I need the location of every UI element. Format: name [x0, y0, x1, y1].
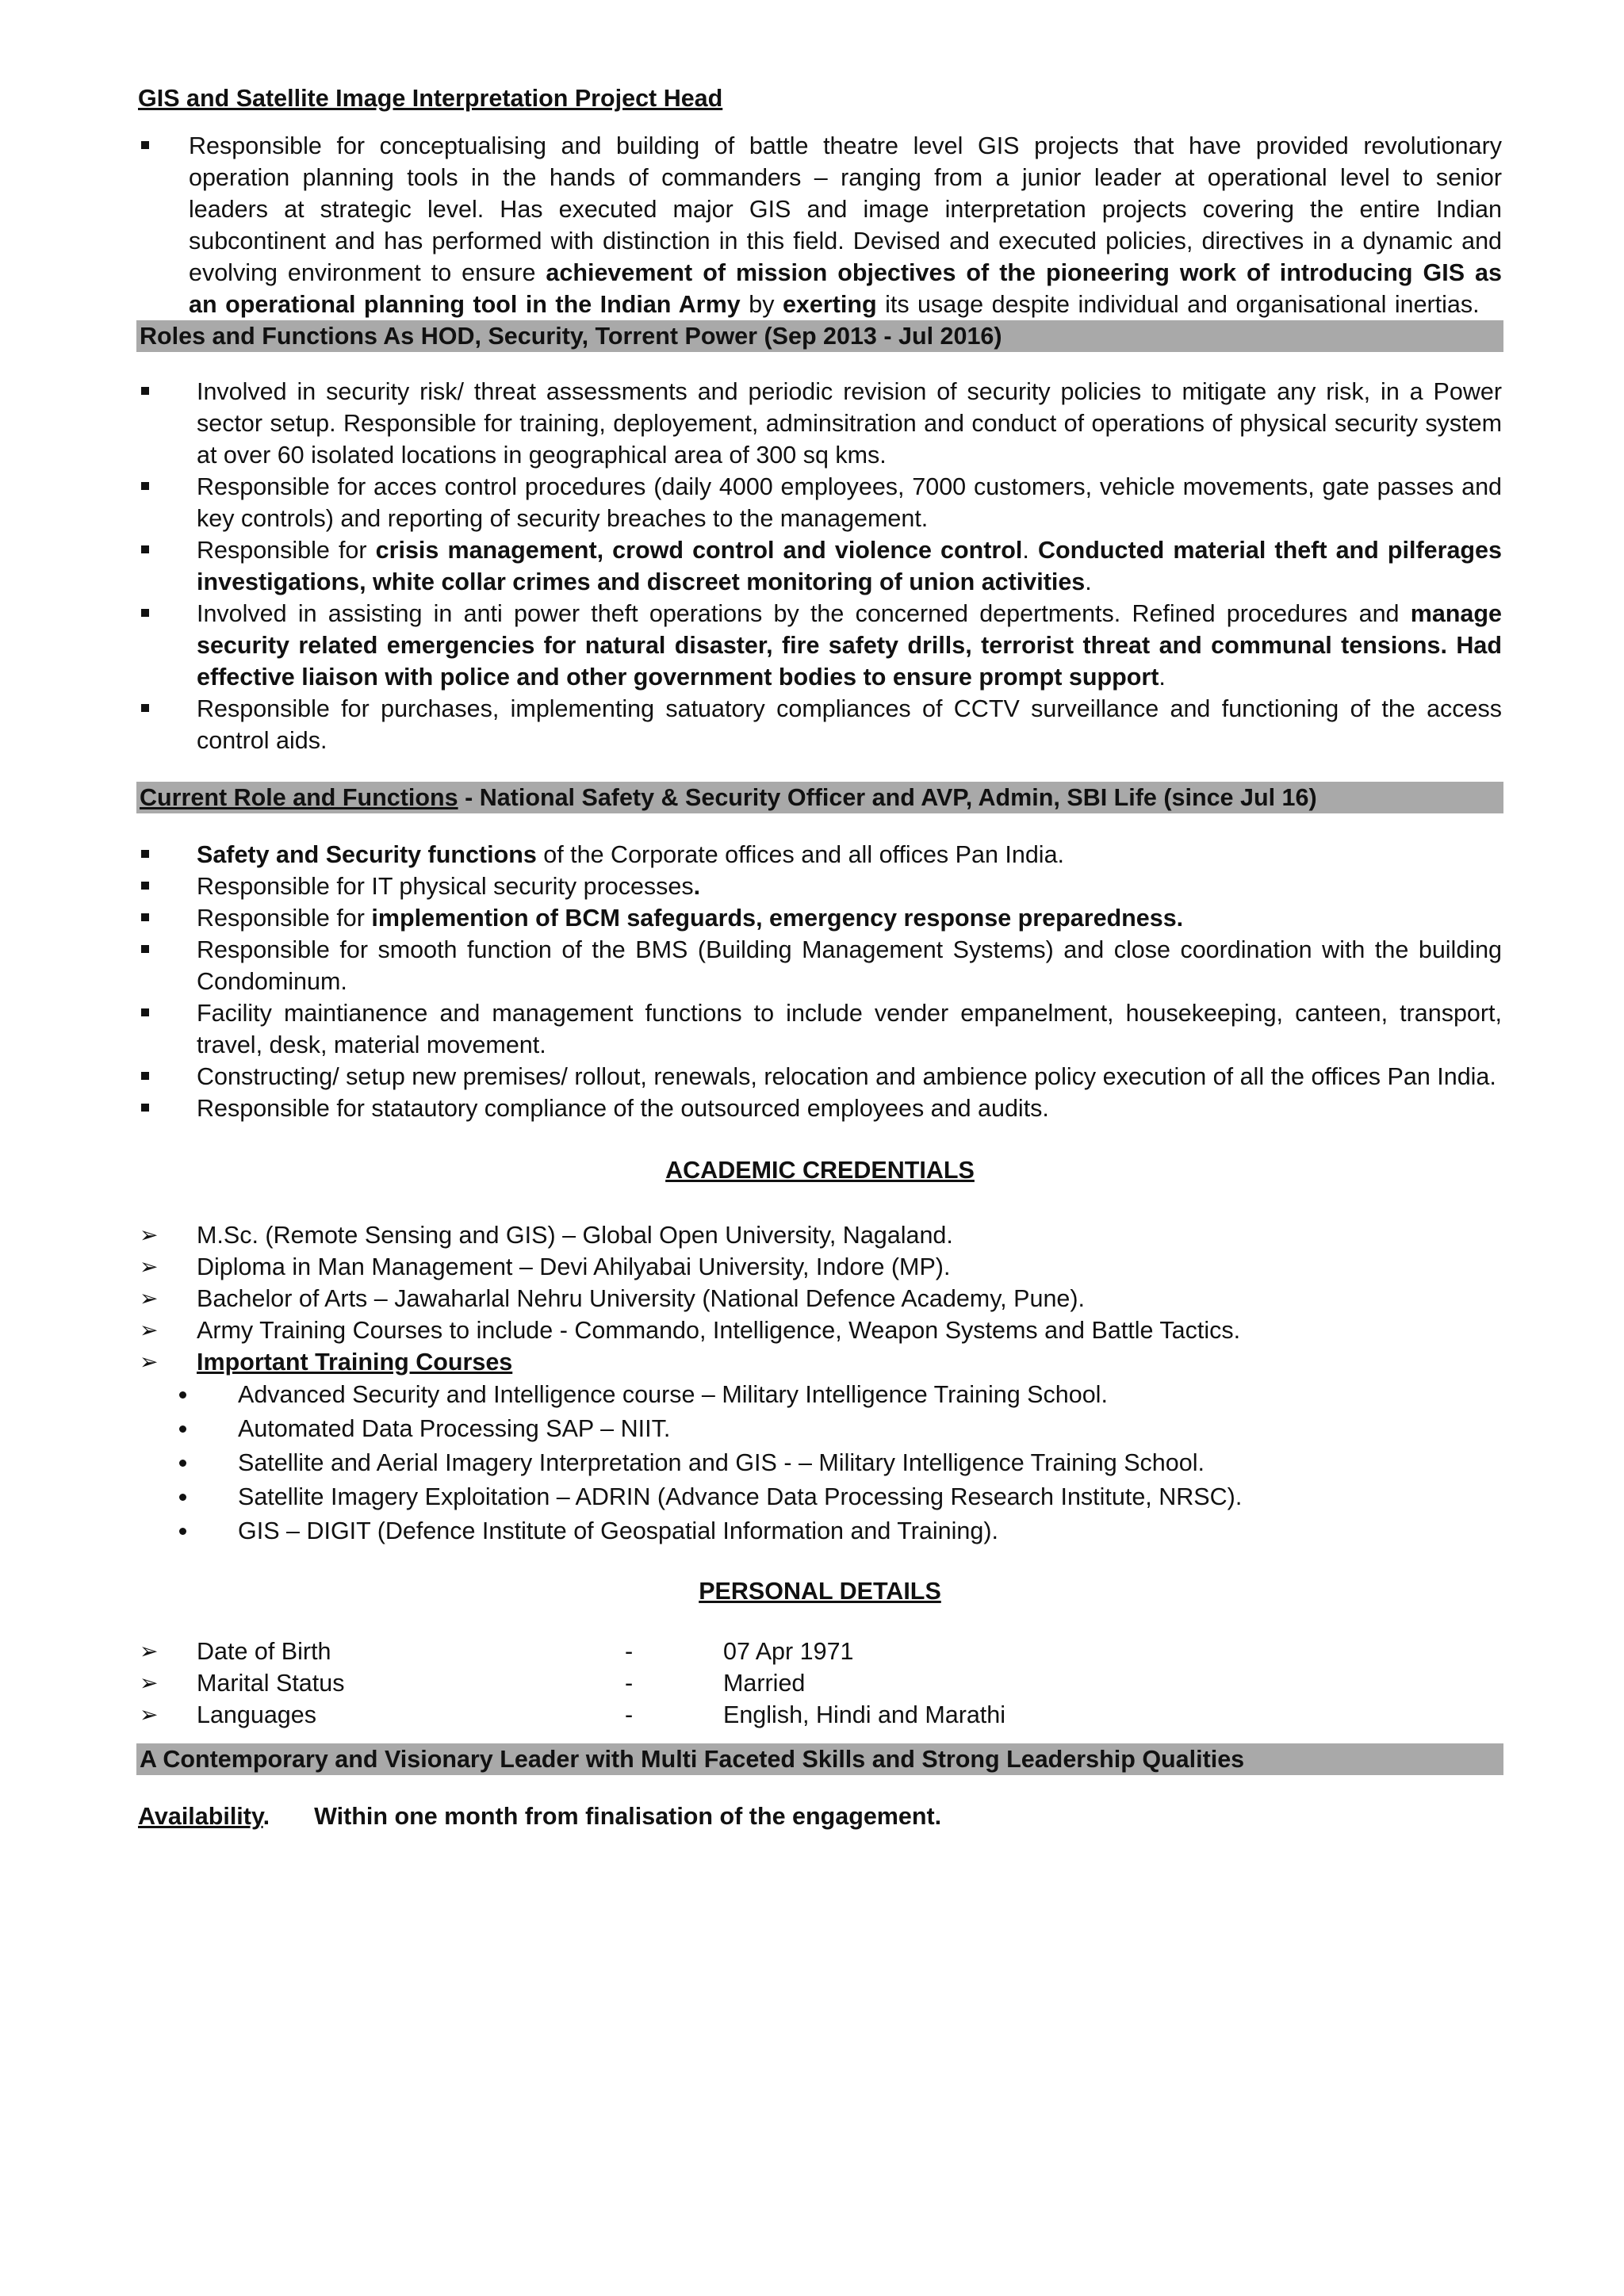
- table-row: ➢ Marital Status - Married: [138, 1667, 1502, 1699]
- list-item: Responsible for crisis management, crowd control and violence control. Conducted material theft and pilferages investigations, white collar crimes and discreet monitoring of union activities.: [138, 534, 1502, 598]
- academic-heading: ACADEMIC CREDENTIALS: [665, 1157, 975, 1184]
- resume-content: [138, 82, 1502, 1832]
- list-item: Involved in security risk/ threat assessments and periodic revision of security policies to mitigate any risk, in a Power sector setup. Responsible for training, deployement, adminsitration and conduct of operations of physical security system at over 60 isolated locations in geographical area of 300 sq kms.: [138, 376, 1502, 471]
- availability-line: Availability. Within one month from finalisation of the engagement.: [138, 1803, 942, 1830]
- current-role-heading: Current Role and Functions - National Safety & Security Officer and AVP, Admin, SBI Life (since Jul 16): [136, 782, 1503, 813]
- list-item: Responsible for acces control procedures (daily 4000 employees, 7000 customers, vehicle movements, gate passes and key controls) and reporting of security breaches to the management.: [138, 471, 1502, 534]
- square-bullet-icon: [141, 609, 149, 617]
- list-item: Satellite Imagery Exploitation – ADRIN (Advance Data Processing Research Institute, NRSC).: [138, 1480, 1502, 1514]
- list-item: Responsible for IT physical security processes.: [138, 871, 1502, 902]
- list-item: Involved in assisting in anti power theft operations by the concerned depertments. Refined procedures and manage security related emergencies for natural disaster, fire safety drills, terrorist threat and communal tensions. Had effective liaison with police and other government bodies to ensure prompt support.: [138, 598, 1502, 693]
- list-item: Responsible for statautory compliance of the outsourced employees and audits.: [138, 1093, 1502, 1124]
- arrow-bullet-icon: ➢: [140, 1285, 159, 1311]
- square-bullet-icon: [141, 482, 149, 490]
- list-item: Responsible for smooth function of the BMS (Building Management Systems) and close coordination with the building Condominum.: [138, 934, 1502, 997]
- square-bullet-icon: [141, 545, 149, 553]
- arrow-bullet-icon: ➢: [140, 1317, 159, 1343]
- list-item: Safety and Security functions of the Corporate offices and all offices Pan India.: [138, 839, 1502, 871]
- square-bullet-icon: [141, 882, 149, 890]
- list-item: Responsible for implemention of BCM safeguards, emergency response preparedness.: [138, 902, 1502, 934]
- table-row: ➢ Date of Birth - 07 Apr 1971: [138, 1636, 1502, 1667]
- personal-details-table: [138, 1636, 1502, 1731]
- gis-bullet-list: [138, 130, 1502, 320]
- arrow-bullet-icon: ➢: [140, 1670, 159, 1696]
- square-bullet-icon: [141, 1072, 149, 1080]
- availability-value: Within one month from finalisation of the engagement.: [314, 1803, 942, 1830]
- list-item: GIS – DIGIT (Defence Institute of Geospatial Information and Training).: [138, 1514, 1502, 1548]
- arrow-bullet-icon: ➢: [140, 1349, 159, 1375]
- square-bullet-icon: [141, 387, 149, 395]
- training-list: [138, 1378, 1502, 1548]
- dot-bullet-icon: [179, 1494, 186, 1501]
- list-item: ➢ M.Sc. (Remote Sensing and GIS) – Global Open University, Nagaland.: [138, 1219, 1502, 1251]
- academic-list: [138, 1219, 1502, 1378]
- current-role-bullet-list: [138, 839, 1502, 1124]
- arrow-bullet-icon: ➢: [140, 1638, 159, 1664]
- training-heading: Important Training Courses: [197, 1349, 513, 1376]
- square-bullet-icon: [141, 704, 149, 712]
- dot-bullet-icon: [179, 1391, 186, 1399]
- list-item: Advanced Security and Intelligence course – Military Intelligence Training School.: [138, 1378, 1502, 1412]
- personal-heading: PERSONAL DETAILS: [699, 1578, 941, 1605]
- list-item: Satellite and Aerial Imagery Interpretation and GIS - – Military Intelligence Training School.: [138, 1446, 1502, 1480]
- dot-bullet-icon: [179, 1460, 186, 1467]
- list-item: ➢ Army Training Courses to include - Commando, Intelligence, Weapon Systems and Battle Tactics.: [138, 1314, 1502, 1346]
- square-bullet-icon: [141, 913, 149, 921]
- table-row: ➢ Languages - English, Hindi and Marathi: [138, 1699, 1502, 1731]
- list-item: Automated Data Processing SAP – NIIT.: [138, 1412, 1502, 1446]
- arrow-bullet-icon: ➢: [140, 1222, 159, 1248]
- square-bullet-icon: [141, 1104, 149, 1112]
- arrow-bullet-icon: ➢: [140, 1253, 159, 1280]
- square-bullet-icon: [141, 1008, 149, 1016]
- list-item: ➢ Diploma in Man Management – Devi Ahilyabai University, Indore (MP).: [138, 1251, 1502, 1283]
- list-item: [138, 1346, 1502, 1378]
- list-item: Responsible for purchases, implementing satuatory compliances of CCTV surveillance and functioning of the access control aids.: [138, 693, 1502, 756]
- leadership-banner: A Contemporary and Visionary Leader with Multi Faceted Skills and Strong Leadership Qualities: [136, 1743, 1503, 1775]
- square-bullet-icon: [141, 850, 149, 858]
- torrent-bullet-list: [138, 376, 1502, 756]
- square-bullet-icon: [141, 945, 149, 953]
- arrow-bullet-icon: ➢: [140, 1701, 159, 1728]
- gis-heading: GIS and Satellite Image Interpretation Project Head: [138, 85, 723, 112]
- dot-bullet-icon: [179, 1528, 186, 1535]
- torrent-heading: Roles and Functions As HOD, Security, Torrent Power (Sep 2013 - Jul 2016): [136, 320, 1503, 352]
- dot-bullet-icon: [179, 1425, 186, 1433]
- list-item: Constructing/ setup new premises/ rollout, renewals, relocation and ambience policy execution of all the offices Pan India.: [138, 1061, 1502, 1093]
- list-item: Facility maintianence and management functions to include vender empanelment, housekeeping, canteen, transport, travel, desk, material movement.: [138, 997, 1502, 1061]
- square-bullet-icon: [141, 141, 149, 149]
- availability-label: Availability: [138, 1803, 263, 1830]
- list-item: Responsible for conceptualising and building of battle theatre level GIS projects that have provided revolutionary operation planning tools in the hands of commanders – ranging from a junior leader at operational level to senior leaders at strategic level. Has executed major GIS and image interpretation projects covering the entire Indian subcontinent and has performed with distinction in this field. Devised and executed policies, directives in a dynamic and evolving environment to ensure achievement of mission objectives of the pioneering work of introducing GIS as an operational planning tool in the Indian Army by exerting its usage despite individual and organisational inertias.: [138, 130, 1502, 320]
- list-item: ➢ Bachelor of Arts – Jawaharlal Nehru University (National Defence Academy, Pune).: [138, 1283, 1502, 1314]
